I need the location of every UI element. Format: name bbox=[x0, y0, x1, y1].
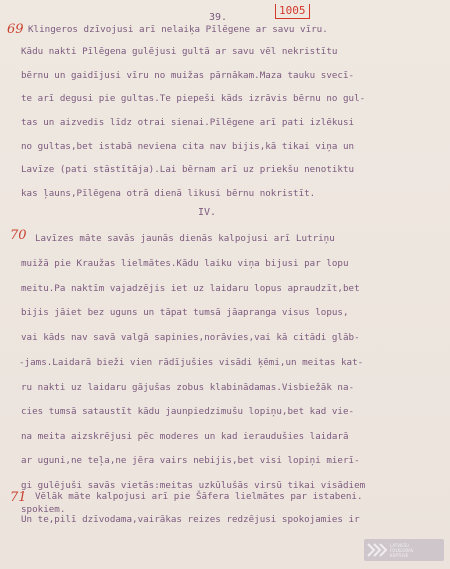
margin-number-3: 71 bbox=[10, 490, 27, 505]
text-line: gi gulējuši savās vietās:meitas uzkūlušās virsū tikai visādiem bbox=[21, 480, 366, 491]
text-line: Un te,pilī dzīvodama,vairākas reizes redzējusi spokojamies ir bbox=[21, 514, 360, 525]
text-line: Vēlāk māte kalpojusi arī pie Šāfera lielmātes par istabeni. bbox=[35, 491, 363, 502]
text-line: muižā pie Kraužas lielmātes.Kādu laiku viņa bijusi par lopu bbox=[21, 258, 349, 269]
text-line: Kādu nakti Pīlēgena gulējusi gultā ar savu vēl nekristītu bbox=[21, 46, 338, 57]
logo-text: LATVIEŠU FOLKLORAS KRĀTUVE bbox=[390, 542, 414, 558]
text-line: ar uguni,ne teļa,ne jēra vairs nebijis,bet visi lopiņi mierī- bbox=[21, 455, 360, 466]
text-line: Lavīze (pati stāstītāja).Lai bērnam arī uz priekšu nenotiktu bbox=[21, 164, 355, 175]
text-line: te arī degusi pie gultas.Te piepeši kāds izrāvis bērnu no gul- bbox=[21, 93, 366, 104]
archive-logo bbox=[364, 539, 444, 561]
text-line: Klingeros dzīvojusi arī nelaiķa Pīlēgene ar savu vīru. bbox=[28, 24, 328, 35]
text-line: meitu.Pa naktīm vajadzējis iet uz laidaru lopus apraudzīt,bet bbox=[21, 283, 360, 294]
text-line: bijis jāiet bez uguns un tāpat tumsā jāapranga visus lopus, bbox=[21, 307, 349, 318]
text-line: kas ļauns,Pīlēgena otrā dienā likusi bērnu nokristīt. bbox=[21, 188, 316, 199]
page-number: 39. bbox=[209, 12, 228, 23]
text-line: -jams.Laidarā bieži vien rādījušies visādi ķēmi,un meitas kat- bbox=[19, 357, 364, 368]
text-line: na meita aizskrējusi pēc moderes un kad ieraudušies laidarā bbox=[21, 431, 349, 442]
text-line: vai kāds nav savā valgā sapinies,norāvies,vai kā citādi glāb- bbox=[21, 332, 360, 343]
text-line: tas un aizvedis līdz otrai sienai.Pīlēgene arī pati izlēkusi bbox=[21, 117, 355, 128]
logo-icon bbox=[364, 539, 390, 561]
section-heading: IV. bbox=[198, 207, 217, 218]
archive-number: 1005 bbox=[275, 4, 310, 19]
margin-number-1: 69 bbox=[7, 22, 24, 37]
text-line: cies tumsā sataustīt kādu jaunpiedzimušu lopiņu,bet kad vie- bbox=[21, 406, 355, 417]
text-line: spokiem. bbox=[21, 504, 66, 515]
text-line: bērnu un gaidījusi vīru no muižas pārnākam.Maza tauku svecī- bbox=[21, 70, 355, 81]
text-line: ru nakti uz laidaru gājušas zobus klabinādamas.Visbiežāk na- bbox=[21, 382, 355, 393]
text-line: no gultas,bet istabā neviena cita nav bijis,kā tikai viņa un bbox=[21, 141, 355, 152]
text-line: Lavīzes māte savās jaunās dienās kalpojusi arī Lutriņu bbox=[35, 233, 335, 244]
margin-number-2: 70 bbox=[10, 228, 27, 243]
